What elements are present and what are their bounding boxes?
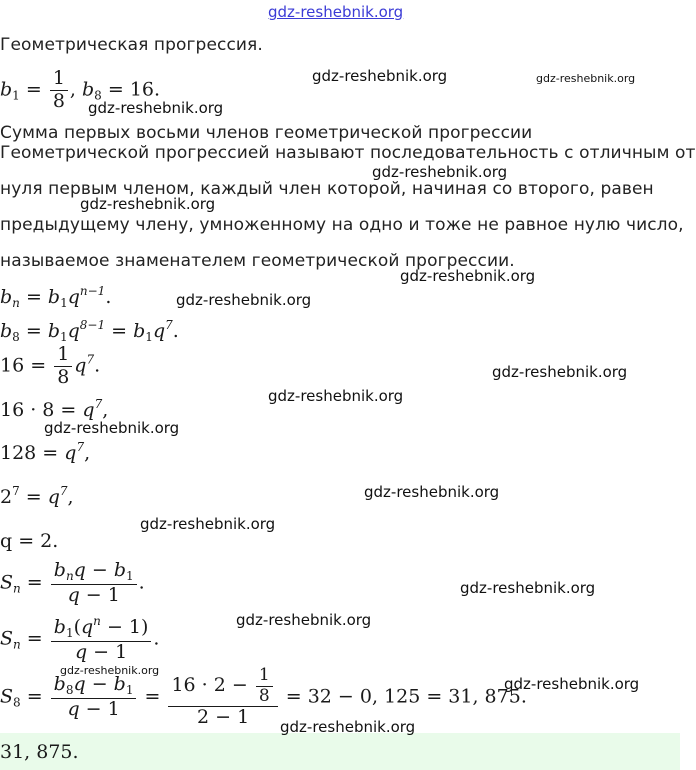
final-answer: 31, 875. — [0, 741, 79, 763]
given-values: $b_1$ = $\frac{1}{8}$ , $b_8 = 16$. — [0, 67, 161, 112]
definition-line-1: Геометрической прогрессией называют последовательность с отличным от — [0, 143, 696, 163]
formula-sn-2: $S_n$ = $\frac{b_1(q^n - 1)}{q - 1}$ . — [0, 614, 160, 663]
formula-b8: $b_8 = b_1q^{8-1} = b_1q^7$. — [0, 318, 179, 344]
watermark: gdz-reshebnik.org — [60, 664, 160, 677]
watermark: gdz-reshebnik.org — [492, 363, 628, 381]
watermark: gdz-reshebnik.org — [400, 267, 536, 285]
formula-bn: $b_n = b_1q^{n-1}$. — [0, 284, 112, 310]
definition-line-2: нуля первым членом, каждый член которой, начиная со второго, равен — [0, 179, 654, 199]
formula-128: $128 = q^7$, — [0, 440, 91, 464]
watermark: gdz-reshebnik.org — [280, 718, 416, 736]
top-watermark-link[interactable]: gdz-reshebnik.org — [268, 3, 404, 21]
watermark: gdz-reshebnik.org — [88, 99, 224, 117]
watermark: gdz-reshebnik.org — [504, 675, 640, 693]
formula-q: q = 2. — [0, 530, 59, 552]
watermark: gdz-reshebnik.org — [460, 579, 596, 597]
watermark: gdz-reshebnik.org — [44, 419, 180, 437]
formula-2pow7: $2^7 = q^7$, — [0, 484, 74, 508]
watermark: gdz-reshebnik.org — [536, 72, 636, 85]
watermark: gdz-reshebnik.org — [372, 163, 508, 181]
watermark: gdz-reshebnik.org — [236, 611, 372, 629]
cut-off-line: Сумма первых восьми членов геометрической прогрессии — [0, 123, 533, 143]
section-title: Геометрическая прогрессия. — [0, 35, 263, 55]
watermark: gdz-reshebnik.org — [268, 387, 404, 405]
watermark: gdz-reshebnik.org — [80, 195, 216, 213]
watermark: gdz-reshebnik.org — [312, 67, 448, 85]
watermark: gdz-reshebnik.org — [176, 291, 312, 309]
formula-sn-1: $S_n$ = $\frac{b_nq - b_1}{q - 1}$ . — [0, 559, 145, 606]
formula-16: 16 = $\frac{1}{8}$ $q^7$. — [0, 343, 101, 388]
formula-s8: $S_8$ = $\frac{b_8q - b_1}{q - 1}$ = 16 · 2 − $\frac{1}{8}$ 2 − 1 = 32 − 0, 125 = 31, 875. — [0, 665, 527, 729]
answer-highlight — [0, 733, 680, 770]
definition-line-3: предыдущему члену, умноженному на одно и тоже не равное нулю число, — [0, 215, 684, 235]
watermark: gdz-reshebnik.org — [364, 483, 500, 501]
definition-line-4: называемое знаменателем геометрической прогрессии. — [0, 251, 515, 271]
formula-16x8: $16 \cdot 8 = q^7$, — [0, 397, 109, 421]
watermark: gdz-reshebnik.org — [140, 515, 276, 533]
